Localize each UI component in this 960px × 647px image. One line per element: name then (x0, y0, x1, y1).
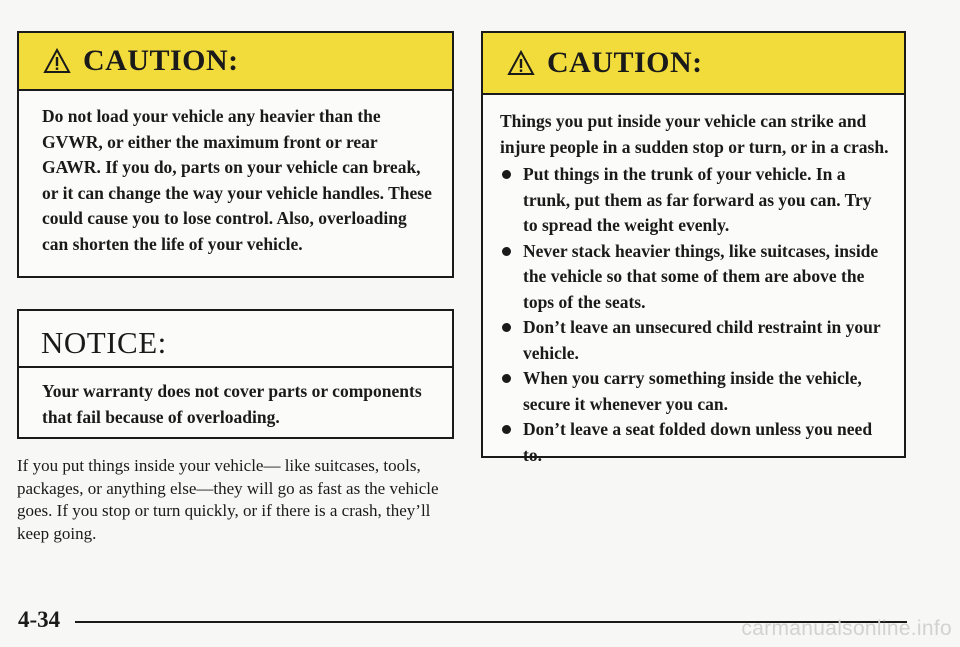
caution-box-overloading (17, 31, 454, 278)
caution-title: CAUTION: (83, 44, 239, 77)
caution-bullet-list (500, 162, 904, 468)
caution-bullet-text: Never stack heavier things, like suitcases, inside the vehicle so that some of them are above the tops of the seats. (523, 240, 879, 312)
caution-bullet-text: Don’t leave an unsecured child restraint in your vehicle. (523, 317, 881, 363)
notice-box-warranty (17, 309, 454, 439)
caution-body (19, 91, 452, 257)
caution-header (19, 33, 452, 91)
caution-bullet-text: Put things in the trunk of your vehicle. In a trunk, put them as far forward as you can. Try to spread the weight evenly. (523, 164, 872, 235)
notice-title: NOTICE: (41, 325, 167, 360)
body-paragraph: If you put things inside your vehicle— like suitcases, tools, packages, or anything else—they will go as fast as the vehicle goes. If you stop or turn quickly, or if there is a crash, they’ll keep going. (17, 456, 439, 543)
caution-title: CAUTION: (547, 46, 703, 79)
bullet-icon (502, 247, 511, 256)
caution-text: Do not load your vehicle any heavier than the GVWR, or either the maximum front or rear GAWR. If you do, parts on your vehicle can break, or it can change the way your vehicle handles. These could cause you to lose control. Also, overloading can shorten the life of your vehicle. (42, 106, 432, 254)
bullet-icon (502, 170, 511, 179)
watermark: carmanualsonline.info (741, 617, 952, 640)
caution-bullet-text: When you carry something inside the vehicle, secure it whenever you can. (523, 368, 862, 414)
caution-bullet-item (500, 239, 883, 316)
notice-text: Your warranty does not cover parts or components that fail because of overloading. (42, 381, 422, 427)
caution-header (483, 33, 904, 95)
caution-bullet-text: Don’t leave a seat folded down unless you need to. (523, 419, 873, 465)
bullet-icon (502, 425, 511, 434)
notice-body (19, 368, 452, 430)
caution-bullet-item (500, 366, 883, 417)
bullet-icon (502, 323, 511, 332)
warning-triangle-icon (507, 50, 535, 76)
page-number: 4-34 (18, 607, 61, 632)
caution-intro: Things you put inside your vehicle can strike and injure people in a sudden stop or turn, or in a crash. (500, 111, 889, 157)
caution-box-loose-items (481, 31, 906, 465)
caution-bullet-item (500, 162, 883, 239)
warning-triangle-icon (43, 48, 71, 74)
caution-body (483, 95, 904, 468)
caution-bullet-item (500, 315, 883, 366)
notice-header (19, 311, 452, 368)
caution-bullet-item (500, 417, 883, 468)
bullet-icon (502, 374, 511, 383)
